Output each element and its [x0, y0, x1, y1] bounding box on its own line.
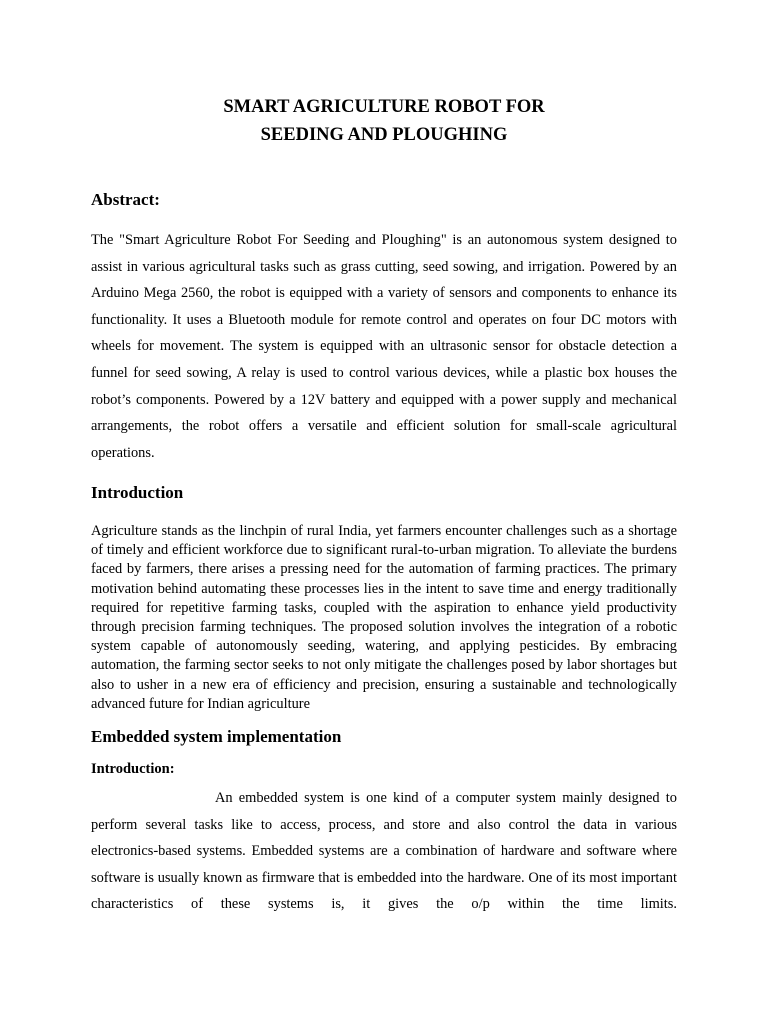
embedded-introduction-subheading: Introduction:: [91, 761, 175, 777]
introduction-heading: Introduction: [91, 483, 184, 502]
abstract-paragraph: The "Smart Agriculture Robot For Seeding and Ploughing" is an autonomous system designed to assist in various agricultural tasks such as grass cutting, seed sowing, and irrigation. Powered by an Arduino Mega 2560, the robot is equipped with a variety of sensors and components to enhance its functionality. It uses a Bluetooth module for remote control and operates on four DC motors with wheels for movement. The system is equipped with an ultrasonic sensor for obstacle detection a funnel for seed sowing, A relay is used to control various devices, while a plastic box houses the robot’s components. Powered by a 12V battery and equipped with a power supply and mechanical arrangements, the robot offers a versatile and efficient solution for small-scale agricultural operations.: [91, 232, 677, 461]
introduction-paragraph: Agriculture stands as the linchpin of rural India, yet farmers encounter challenges such as a shortage of timely and efficient workforce due to significant rural-to-urban migration. To alleviate the burdens faced by farmers, there arises a pressing need for the automation of farming practices. The primary motivation behind automating these processes lies in the intent to save time and energy traditionally required for repetitive farming tasks, coupled with the aspiration to enhance yield productivity through precision farming techniques. The proposed solution involves the integration of a robotic system capable of autonomously seeding, watering, and applying pesticides. By embracing automation, the farming sector seeks to not only mitigate the challenges posed by labor shortages but also to usher in a new era of efficiency and precision, ensuring a sustainable and technologically advanced future for Indian agriculture: [91, 523, 677, 712]
embedded-system-paragraph: An embedded system is one kind of a computer system mainly designed to perform several tasks like to access, process, and store and also control the data in various electronics-based systems. Embedded systems are a combination of hardware and software where software is usually known as firmware that is embedded into the hardware. One of its most important characteristics of these systems is, it gives the o/p within the time limits.: [91, 790, 677, 913]
title-line-1: SMART AGRICULTURE ROBOT FOR: [223, 97, 545, 117]
title-line-2: SEEDING AND PLOUGHING: [260, 125, 508, 145]
abstract-heading: Abstract:: [91, 190, 160, 209]
embedded-system-heading: Embedded system implementation: [91, 727, 342, 746]
document-title: [91, 93, 677, 149]
